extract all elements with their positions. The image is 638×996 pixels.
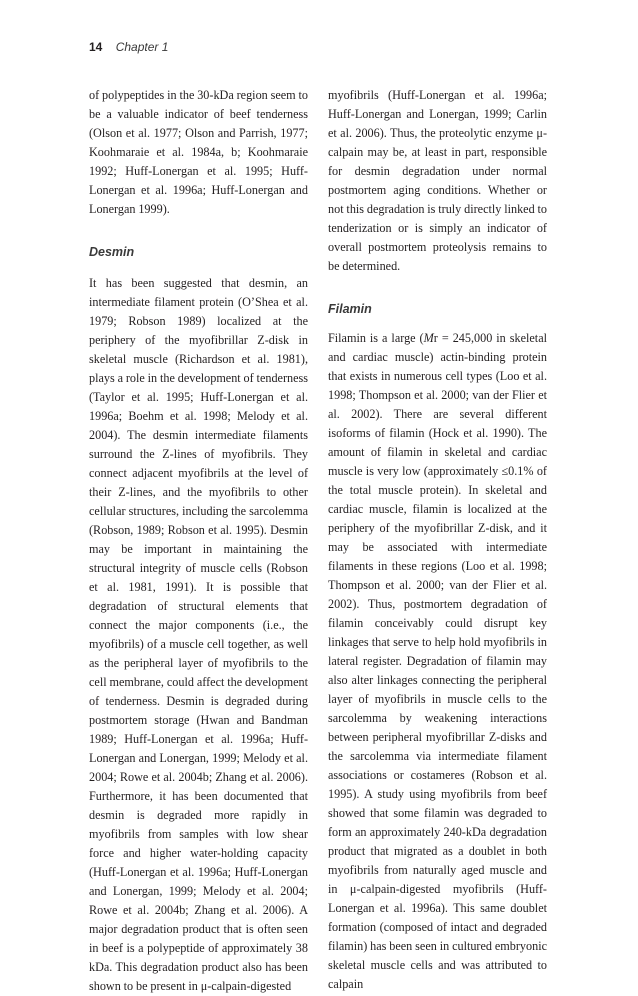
continuation-paragraph: myofibrils (Huff-Lonergan et al. 1996a; Huff-Lonergan and Lonergan, 1999; Carlin et al. 2006). Thus, the proteolytic enzyme μ-calpain may be, at least in part, responsible for desmin degradation under normal postmortem aging conditions. Whether or not this degradation is truly directly linked to tenderization or is simply an indicator of overall postmortem proteolysis remains to be determined. bbox=[328, 88, 547, 273]
filamin-mr-symbol: M bbox=[423, 331, 434, 345]
filamin-paragraph bbox=[328, 329, 547, 994]
desmin-heading: Desmin bbox=[89, 245, 135, 259]
page-number: 14 bbox=[89, 40, 103, 54]
chapter-title: Chapter 1 bbox=[115, 40, 169, 54]
filamin-body-text: r = 245,000 in skeletal and cardiac muscle) actin-binding protein that exists in numerous cell types (Loo et al. 1998; Thompson et al. 2000; van der Flier et al. 2002). There are several different isoforms of filamin (Hock et al. 1990). The amount of filamin in skeletal and cardiac muscle is very low (approximately ≤0.1% of the total muscle protein). In skeletal and cardiac muscle, filamin is localized at the periphery of the myofibrillar Z-disk, and it may be associated with intermediate filaments in these regions (Loo et al. 1998; Thompson et al. 2000; van der Flier et al. 2002). Thus, postmortem degradation of filamin conceivably could disrupt key linkages that serve to help hold myofibrils in lateral register. Degradation of filamin may also alter linkages connecting the peripheral layer of myofibrils in muscle cells to the sarcolemma by weakening interactions between peripheral myofibrillar Z-disks and the sarcolemma via intermediate filament associations or costameres (Robson et al. 1995). A study using myofibrils from beef showed that some filamin was degraded to form an approximately 240-kDa degradation product that migrated as a doublet in both myofibrils from naturally aged muscle and in μ-calpain-digested myofibrils (Huff-Lonergan et al. 1996a). This same doublet formation (composed of intact and degraded filamin) has been seen in cultured embryonic skeletal muscle cells and was attributed to calpain bbox=[328, 331, 547, 991]
desmin-paragraph: It has been suggested that desmin, an intermediate filament protein (O’Shea et al. 1979; Robson 1989) localized at the periphery of the myofibrillar Z-disk in skeletal muscle (Richardson et al. 1981), plays a role in the development of tenderness (Taylor et al. 1995; Huff-Lonergan et al. 1996a; Boehm et al. 1998; Melody et al. 2004). The desmin intermediate filaments surround the Z-lines of myofibrils. They connect adjacent myofibrils at the level of their Z-lines, and the myofibrils to other cellular structures, including the sarcolemma (Robson, 1989; Robson et al. 1995). Desmin may be important in maintaining the structural integrity of muscle cells (Robson et al. 1981, 1991). It is possible that degradation of structural elements that connect the major components (i.e., the myofibrils) of a muscle cell together, as well as the peripheral layer of myofibrils to the cell membrane, could affect the development of tenderness. Desmin is degraded during postmortem storage (Hwan and Bandman 1989; Huff-Lonergan et al. 1996a; Huff-Lonergan and Lonergan, 1999; Melody et al. 2004; Rowe et al. 2004b; Zhang et al. 2006). Furthermore, it has been documented that desmin is degraded more rapidly in myofibrils from samples with low shear force and higher water-holding capacity (Huff-Lonergan et al. 1996a; Huff-Lonergan and Lonergan, 1999; Melody et al. 2004; Rowe et al. 2004b; Zhang et al. 2006). A major degradation product that is often seen in beef is a polypeptide of approximately 38 kDa. This degradation product also has been shown to be present in μ-calpain-digested bbox=[89, 276, 308, 993]
filamin-lead-text: Filamin is a large ( bbox=[328, 331, 424, 345]
intro-paragraph: of polypeptides in the 30-kDa region seem to be a valuable indicator of beef tenderness (Olson et al. 1977; Olson and Parrish, 1977; Koohmaraie et al. 1984a, b; Koohmaraie 1992; Huff-Lonergan et al. 1995; Huff-Lonergan et al. 1996a; Huff-Lonergan and Lonergan 1999). bbox=[89, 88, 308, 216]
running-head bbox=[89, 40, 168, 54]
right-column bbox=[328, 86, 547, 994]
filamin-heading: Filamin bbox=[328, 302, 372, 316]
left-column bbox=[89, 86, 308, 996]
